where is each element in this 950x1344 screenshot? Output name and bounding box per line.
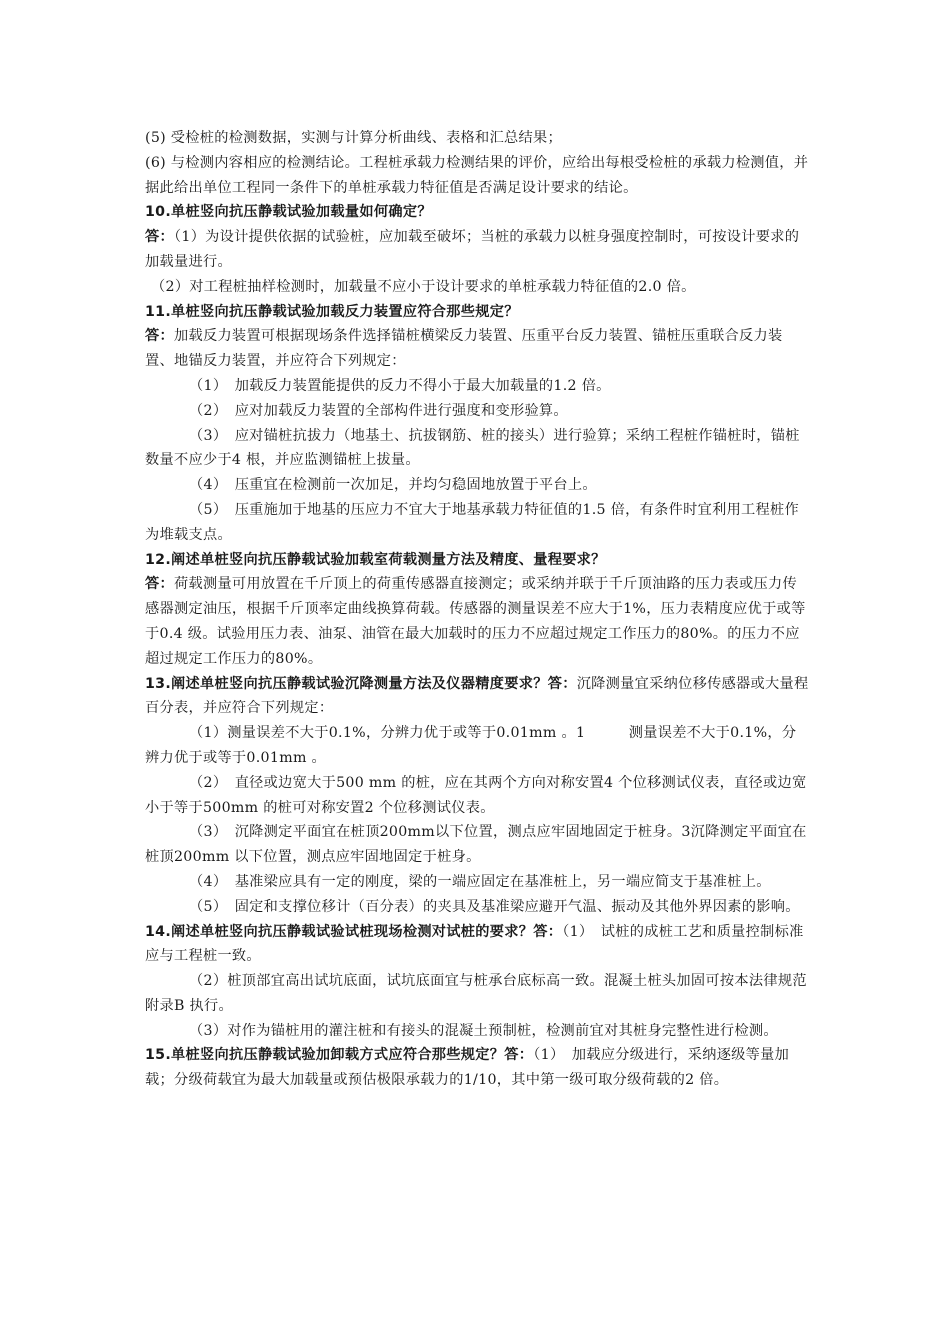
question-heading: 13.阐述单桩竖向抗压静载试验沉降测量方法及仪器精度要求？答： <box>145 675 577 692</box>
body-paragraph: （4） 压重宜在检测前一次加足，并均匀稳固地放置于平台上。 <box>189 477 597 494</box>
body-paragraph: （3） 应对锚桩抗拔力（地基土、抗拔钢筋、桩的接头）进行验算；采纳工程桩作锚桩时，锚桩数量不应少于4 根，并应监测锚桩上拔量。 <box>145 427 800 469</box>
question-answer-paragraph <box>145 1043 810 1093</box>
answer-label: 答： <box>145 229 174 246</box>
answer-text: 沉降测量宜采纳位移传感器或大量程百分表，并应符合下列规定： <box>145 675 809 717</box>
body-paragraph: (5) 受检桩的检测数据，实测与计算分析曲线、表格和汇总结果； <box>145 130 562 146</box>
answer-paragraph <box>145 572 810 671</box>
body-paragraph: （4） 基准梁应具有一定的刚度，梁的一端应固定在基准桩上，另一端应简支于基准桩上。 <box>189 873 771 890</box>
question-answer-paragraph <box>145 672 810 722</box>
question-heading: 12.阐述单桩竖向抗压静载试验加载室荷载测量方法及精度、量程要求？ <box>145 551 606 568</box>
answer-paragraph <box>145 225 810 275</box>
question-heading: 10.单桩竖向抗压静载试验加载量如何确定？ <box>145 204 432 221</box>
answer-text: （1） 加载应分级进行，采纳逐级等量加载；分级荷载宜为最大加载量或预估极限承载力的1/10，其中第一级可取分级荷载的2 倍。 <box>145 1047 790 1089</box>
answer-text: （1） 试桩的成桩工艺和质量控制标准应与工程桩一致。 <box>145 923 804 965</box>
body-paragraph: （2）对工程桩抽样检测时，加载量不应小于设计要求的单桩承载力特征值的2.0 倍。 <box>151 278 696 295</box>
answer-label: 答： <box>145 576 174 593</box>
body-paragraph: （3） 沉降测定平面宜在桩顶200mm以下位置，测点应牢固地固定于桩身。3沉降测定平面宜在桩顶200mm 以下位置，测点应牢固地固定于桩身。 <box>145 824 807 866</box>
answer-text: 加载反力装置可根据现场条件选择锚桩横梁反力装置、压重平台反力装置、锚桩压重联合反力装置、地锚反力装置，并应符合下列规定： <box>145 328 783 370</box>
question-heading: 11.单桩竖向抗压静载试验加载反力装置应符合那些规定？ <box>145 303 519 320</box>
body-paragraph: （3）对作为锚桩用的灌注桩和有接头的混凝土预制桩，检测前宜对其桩身完整性进行检测。 <box>189 1022 778 1039</box>
body-paragraph: （5） 压重施加于地基的压应力不宜大于地基承载力特征值的1.5 倍，有条件时宜利用工程桩作为堆载支点。 <box>145 501 800 543</box>
question-answer-paragraph <box>145 920 810 970</box>
answer-text: （1）为设计提供依据的试验桩，应加载至破坏；当桩的承载力以桩身强度控制时，可按设计要求的加载量进行。 <box>145 229 800 270</box>
answer-paragraph <box>145 324 810 374</box>
answer-label: 答： <box>145 328 174 345</box>
body-paragraph: (6) 与检测内容相应的检测结论。工程桩承载力检测结果的评价，应给出每根受检桩的承载力检测值，并据此给出单位工程同一条件下的单桩承载力特征值是否满足设计要求的结论。 <box>145 154 809 196</box>
body-paragraph: （2）桩顶部宜高出试坑底面，试坑底面宜与桩承台底标高一致。混凝土桩头加固可按本法律规范附录B 执行。 <box>145 973 807 1014</box>
question-heading: 14.阐述单桩竖向抗压静载试验试桩现场检测对试桩的要求？答： <box>145 923 563 940</box>
body-paragraph: （1） 加载反力装置能提供的反力不得小于最大加载量的1.2 倍。 <box>189 377 611 394</box>
body-paragraph: （1）测量误差不大于0.1%，分辨力优于或等于0.01mm 。1 测量误差不大于0.1%，分辨力优于或等于0.01mm 。 <box>145 725 797 766</box>
body-paragraph: （5） 固定和支撑位移计（百分表）的夹具及基准梁应避开气温、振动及其他外界因素的影响。 <box>189 898 800 915</box>
body-paragraph: （2） 直径或边宽大于500 mm 的桩，应在其两个方向对称安置4 个位移测试仪表，直径或边宽小于等于500mm 的桩可对称安置2 个位移测试仪表。 <box>145 774 807 816</box>
document-body <box>145 126 810 1093</box>
question-heading: 15.单桩竖向抗压静载试验加卸载方式应符合那些规定？答： <box>145 1047 534 1064</box>
answer-text: 荷载测量可用放置在千斤顶上的荷重传感器直接测定；或采纳并联于千斤顶油路的压力表或压力传感器测定油压，根据千斤顶率定曲线换算荷载。传感器的测量误差不应大于1%，压力表精度应优于或等于0.4 级。试验用压力表、油泵、油管在最大加载时的压力不应超过规定工作压力的80%。的压力不应超过规定工作压力的80%。 <box>145 576 806 667</box>
body-paragraph: （2） 应对加载反力装置的全部构件进行强度和变形验算。 <box>189 402 568 419</box>
